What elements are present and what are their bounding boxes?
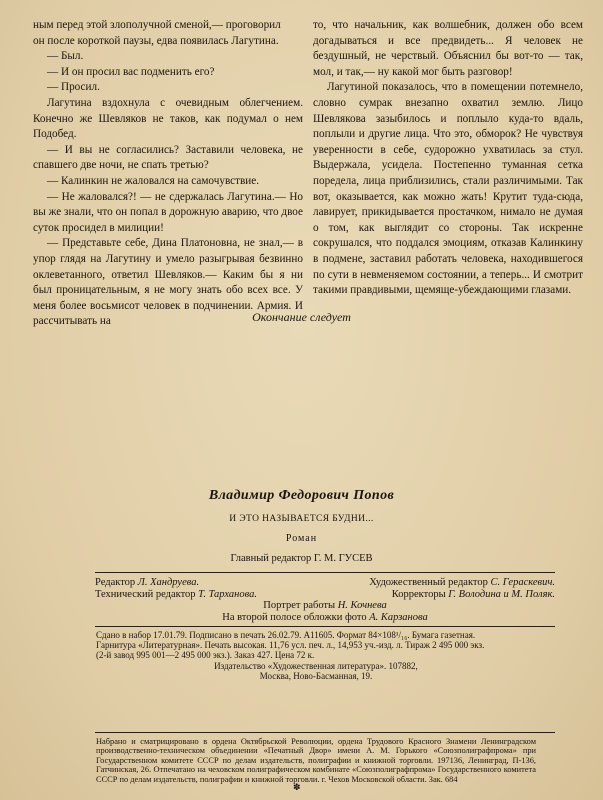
- paragraph: — Был.: [47, 50, 84, 63]
- credits-block: [95, 577, 555, 623]
- publication-line: Гарнитура «Литературная». Печать высокая. 11,76 усл. печ. л., 14,953 уч.-изд. л. Тираж 2 495 000 экз.: [96, 640, 485, 651]
- cover-photo-credit: На второй полосе обложки фото А. Карзанова: [222, 611, 428, 623]
- paragraph: — Не жаловался?! — не сдержалась Лагутина.— Но вы же знали, что он попал в дорожную аварию, что двое суток просидел в милиции!: [33, 190, 303, 234]
- art-editor-credit: Художественный редактор С. Гераскевич.: [369, 577, 555, 588]
- paragraph: Лагутиной показалось, что в помещении потемнело, словно сумрак внезапно охватил землю. Лицо Шевлякова зазыбилось и поплыло куда-то вдаль, поплыли и другие лица. Что это, обморок? Не чувствуя уверенности в себе, судорожно ухватилась за стул. Выдержала, усидела. Постепенно туманная сетка поредела, лица приблизились, стали различимыми. Так вот, оказывается, как можно жать! Крутит туда-сюда, лавирует, прикидывается простачком, нимало не думая о том, как выглядит со стороны. Так искренне сокрушался, что поддался эмоциям, отказав Калинкину в подмене, заставил работать человека, находившегося по сути в невменяемом состоянии, а теперь... И смотрит такими правдивыми, щемяще-убеждающими глазами.: [313, 81, 583, 297]
- tech-editor-credit: Технический редактор Т. Тарханова.: [95, 588, 257, 600]
- paragraph: — Просил.: [47, 81, 100, 94]
- publisher-address: Москва, Ново-Басманная, 19.: [259, 670, 373, 681]
- continuation-note: Окончание следует: [252, 310, 351, 324]
- portrait-credit: Портрет работы Н. Кочнева: [263, 600, 387, 611]
- text-column-left: [33, 18, 303, 330]
- publication-info: [96, 630, 536, 681]
- text-column-right: [313, 18, 583, 299]
- paragraph: — И он просил вас подменить его?: [47, 65, 215, 78]
- publication-line: (2-й завод 995 001—2 495 000 экз.). Заказ 427. Цена 72 к.: [96, 650, 315, 661]
- paragraph: то, что начальник, как волшебник, должен обо всем догадываться и все предвидеть... Я человек не бездушный, не черствый. Объяснил бы вот-то — так, мол, и так,— ну какой мог быть разговор!: [313, 19, 583, 78]
- chief-editor: Главный редактор Г. М. ГУСЕВ: [230, 553, 373, 564]
- paragraph: — Представьте себе, Дина Платоновна, не знал,— в упор глядя на Лагутину и умело разыгрывая безвинно оклеветанного, ответил Шевляков.— Каким бы я ни был проницательным, я не могу знать обо всех все. У меня более восьмисот человек в подчинении. Армия. И рассчитывать на: [33, 237, 303, 328]
- publication-line: Сдано в набор 17.01.79. Подписано в печать 26.02.79. А11605. Формат 84×108¹/₁₆. Бумага газетная.: [96, 630, 476, 640]
- paragraph: он после короткой паузы, едва появилась Лагутина.: [33, 34, 279, 47]
- book-title: И ЭТО НАЗЫВАЕТСЯ БУДНИ...: [229, 514, 374, 524]
- genre-label: Роман: [285, 533, 318, 544]
- paragraph: Лагутина вздохнула с очевидным облегчением. Конечно же Шевляков не таков, как подумал о нем Подобед.: [33, 96, 303, 141]
- publisher-name: Издательство «Художественная литература». 107882,: [214, 660, 418, 671]
- ornament-icon: ✽: [293, 782, 301, 792]
- printing-info: Набрано и сматрицировано в ордена Октябрьской Революции, ордена Трудового Красного Знамени Ленинградском производственно-техническом объединении «Печатный Двор» имени А. М. Горького «Союзполиграфпрома» при Государственном комитете СССР по делам издательств, полиграфии и книжной торговли. 197136, Ленинград, П-136, Гатчинская, 26. Отпечатано на чеховском полиграфическом комбинате «Союзполиграфпрома» Государственного комитета СССР по делам издательств, полиграфии и книжной торговли. г. Чехов Московской области. Зак. 684: [96, 737, 536, 784]
- paragraph: — Калинкин не жаловался на самочувствие.: [47, 174, 260, 187]
- divider: [95, 732, 555, 733]
- divider: [95, 626, 555, 627]
- editor-credit: Редактор Л. Хандруева.: [95, 577, 200, 588]
- correctors-credit: Корректоры Г. Володина и М. Поляк.: [391, 588, 555, 600]
- paragraph: — И вы не согласились? Заставили человека, не спавшего две ночи, не спать третью?: [33, 143, 303, 172]
- divider: [95, 572, 555, 573]
- paragraph: ным перед этой злополучной сменой,— проговорил: [33, 19, 281, 31]
- author-name: Владимир Федорович Попов: [208, 488, 395, 503]
